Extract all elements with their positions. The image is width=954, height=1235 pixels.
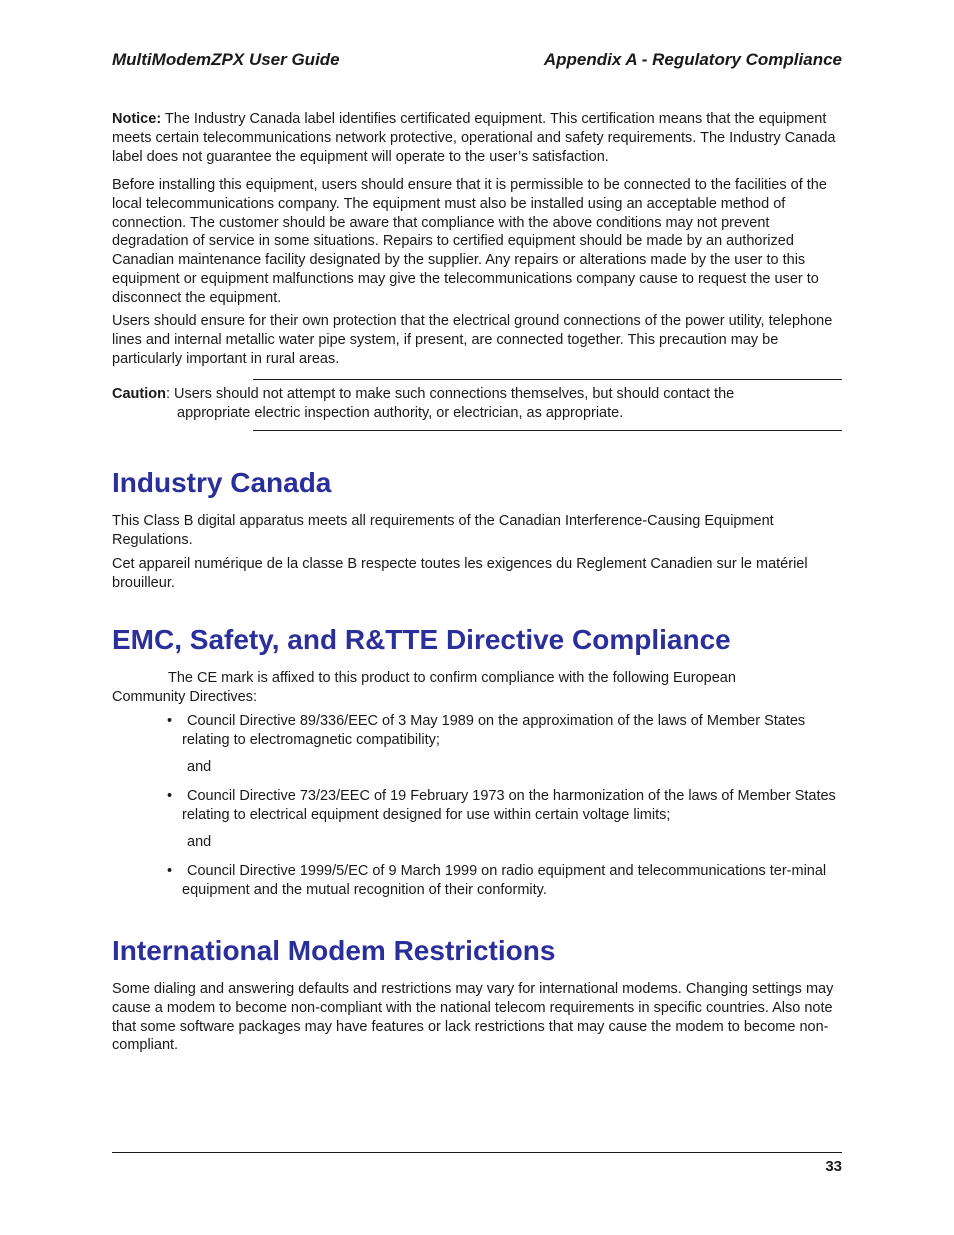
directive-text-1: Council Directive 89/336/EEC of 3 May 1989 on the approximation of the laws of Member States relating to electromagnetic compatibility; — [182, 713, 806, 748]
bullet-icon: • — [167, 863, 173, 879]
header-title: MultiModemZPX User Guide — [112, 50, 340, 69]
notice-paragraph — [112, 110, 842, 166]
industry-canada-text2: Cet appareil numérique de la classe B respecte toutes les exigences du Reglement Canadien sur le matériel brouilleur. — [112, 556, 808, 591]
caution-text-2: appropriate electric inspection authority, or electrician, as appropriate. — [177, 404, 624, 421]
ground-paragraph — [112, 312, 842, 368]
directive-bullet-1 — [167, 712, 842, 750]
emc-intro-line2: Community Directives: — [112, 688, 258, 705]
industry-canada-para1 — [112, 512, 842, 550]
directive-bullet-2 — [167, 787, 842, 825]
notice-label: Notice: — [112, 111, 162, 127]
install-text: Before installing this equipment, users should ensure that it is permissible to be connected to the facilities of the local telecommunications company. The equipment must also be installed using an acceptable method of connection. The customer should be aware that compliance with the above conditions may not prevent degradation of service in some situations. Repairs to certified equipment should be made by an authorized Canadian maintenance facility designated by the supplier. Any repairs or alterations made by the user to this equipment or equipment malfunctions may give the telecommunications company cause to request the user to disconnect the equipment. — [112, 177, 827, 306]
page-number: 33 — [825, 1158, 842, 1175]
intl-text: Some dialing and answering defaults and restrictions may vary for international modems. Changing settings may cause a modem to become non-compliant with the national telecom requirements in specific countries. Also note that some software packages may have features or lack restrictions that may cause the modem to become non-compliant. — [112, 981, 834, 1054]
footer-rule — [112, 1152, 842, 1153]
directive-text-3: Council Directive 1999/5/EC of 9 March 1999 on radio equipment and telecommunications ter-minal equipment and the mutual recognition of their conformity. — [182, 863, 827, 898]
caution-text-1: : Users should not attempt to make such connections themselves, but should contact the — [165, 386, 735, 402]
intl-heading: International Modem Restrictions — [112, 935, 556, 966]
running-header — [112, 50, 842, 74]
install-paragraph — [112, 176, 842, 308]
industry-canada-heading: Industry Canada — [112, 467, 332, 498]
industry-canada-para2 — [112, 555, 842, 593]
emc-intro — [112, 669, 842, 707]
bullet-icon: • — [167, 788, 173, 804]
industry-canada-text1: This Class B digital apparatus meets all requirements of the Canadian Interference-Causing Equipment Regulations. — [112, 513, 774, 548]
and-connector-2: and — [187, 834, 212, 850]
document-page — [112, 0, 842, 1235]
bullet-icon: • — [167, 713, 173, 729]
emc-intro-line1: The CE mark is affixed to this product to confirm compliance with the following European — [168, 670, 736, 686]
intl-paragraph — [112, 980, 842, 1055]
directive-bullet-3 — [167, 862, 842, 900]
caution-label: Caution — [112, 386, 166, 402]
directive-text-2: Council Directive 73/23/EEC of 19 February 1973 on the harmonization of the laws of Member States relating to electrical equipment designed for use within certain voltage limits; — [182, 788, 836, 823]
header-section: Appendix A - Regulatory Compliance — [543, 50, 842, 69]
ground-text: Users should ensure for their own protection that the electrical ground connections of the power utility, telephone lines and internal metallic water pipe system, if present, are connected together. This precaution may be particularly important in rural areas. — [112, 313, 833, 367]
caution-bottom-rule — [253, 430, 842, 431]
and-connector-1: and — [187, 759, 212, 775]
emc-heading: EMC, Safety, and R&TTE Directive Compliance — [112, 624, 731, 655]
caution-paragraph — [112, 385, 842, 423]
notice-text: The Industry Canada label identifies certificated equipment. This certification means that the equipment meets certain telecommunications network protective, operational and safety requirements. The Industry Canada label does not guarantee the equipment will operate to the user’s satisfaction. — [112, 111, 836, 165]
caution-top-rule — [253, 379, 842, 380]
